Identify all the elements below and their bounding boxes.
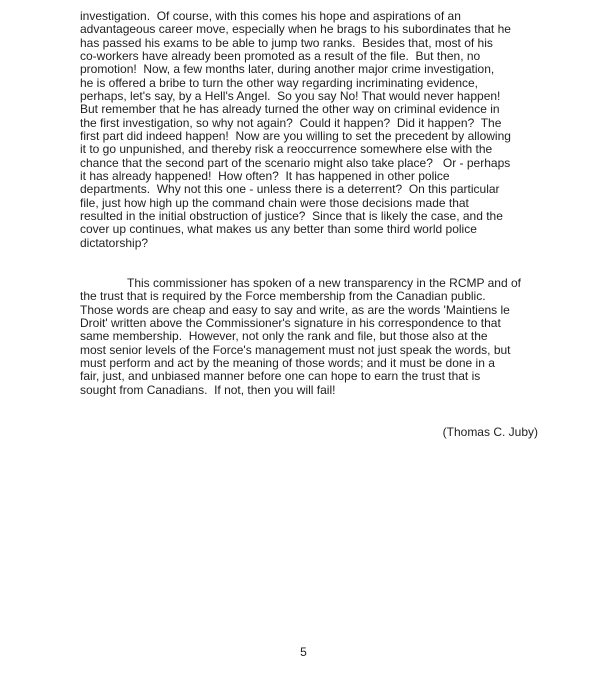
text-line: Those words are cheap and easy to say and write, as are the words 'Maintiens le: [80, 302, 510, 317]
text-line: promotion! Now, a few months later, during another major crime investigation,: [80, 62, 495, 77]
text-line: must perform and act by the meaning of those words; and it must be done in a: [80, 355, 495, 370]
paragraph-2: [80, 277, 540, 397]
text-line: departments. Why not this one - unless there is a deterrent? On this particular: [80, 182, 500, 197]
text-line: most senior levels of the Force's management must not just speak the words, but: [80, 342, 511, 357]
text-line: same membership. However, not only the rank and file, but those also at the: [80, 329, 488, 344]
text-line: he is offered a bribe to turn the other way regarding incriminating evidence,: [80, 75, 479, 90]
text-line: advantageous career move, especially when he brags to his subordinates that he: [80, 22, 511, 37]
text-line: co-workers have already been promoted as a result of the file. But then, no: [80, 48, 481, 63]
text-line: it has already happened! How often? It has happened in other police: [80, 168, 450, 183]
text-line: the trust that is required by the Force membership from the Canadian public.: [80, 289, 486, 304]
text-line: chance that the second part of the scenario might also take place? Or - perhaps: [80, 155, 511, 170]
text-line: investigation. Of course, with this comes his hope and aspirations of an: [80, 9, 461, 23]
text-line: fair, just, and unbiased manner before one can hope to earn the trust that is: [80, 369, 481, 384]
text-line: perhaps, let's say, by a Hell's Angel. So you say No! That would never happen!: [80, 88, 501, 103]
text-line: it to go unpunished, and thereby risk a reoccurrence somewhere else with the: [80, 142, 493, 157]
text-line: the first investigation, so why not again? Could it happen? Did it happen? The: [80, 115, 502, 130]
text-line: has passed his exams to be able to jump two ranks. Besides that, most of his: [80, 35, 493, 50]
signature: (Thomas C. Juby): [442, 425, 538, 439]
paragraph-1: [80, 10, 540, 250]
page-number: 5: [300, 645, 307, 659]
text-line: This commissioner has spoken of a new transparency in the RCMP and of: [127, 275, 521, 290]
text-line: cover up continues, what makes us any better than some third world police: [80, 222, 477, 237]
text-line: But remember that he has already turned the other way on criminal evidence in: [80, 102, 500, 117]
text-line: resulted in the initial obstruction of justice? Since that is likely the case, and the: [80, 208, 503, 223]
document-body: [80, 10, 540, 397]
text-line: dictatorship?: [80, 235, 149, 250]
text-line: sought from Canadians. If not, then you will fail!: [80, 382, 336, 397]
text-line: file, just how high up the command chain were those decisions made that: [80, 195, 469, 210]
text-line: first part did indeed happen! Now are you willing to set the precedent by allowing: [80, 128, 511, 143]
text-line: Droit' written above the Commissioner's signature in his correspondence to that: [80, 315, 501, 330]
